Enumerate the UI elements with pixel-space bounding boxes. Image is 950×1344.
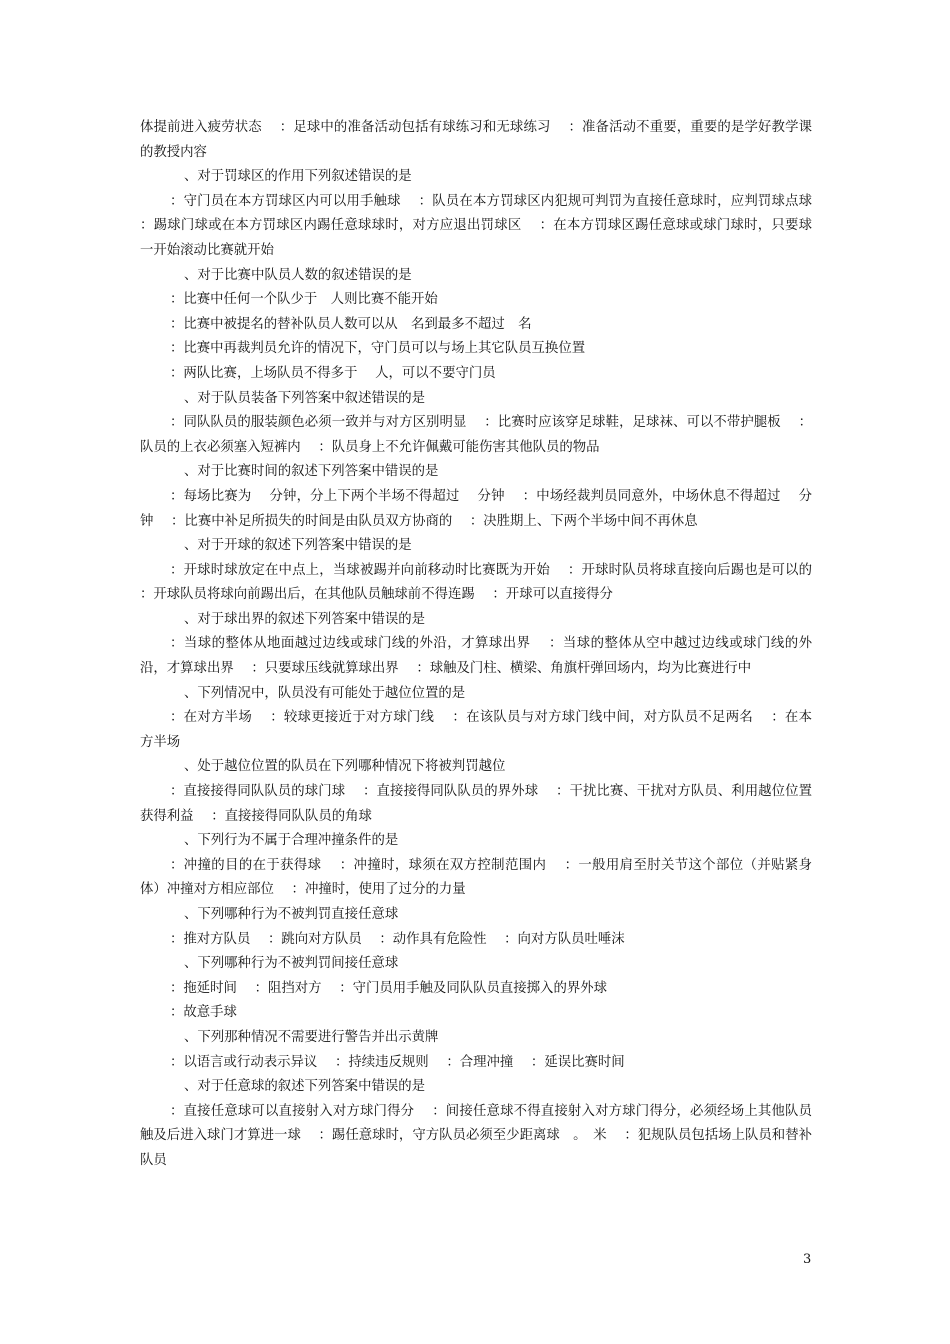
answer-options: ：直接任意球可以直接射入对方球门得分 ：间接任意球不得直接射入对方球门得分，必须经场上其他队员触及后进入球门才算进一球 ：踢任意球时，守方队员必须至少距离球 。 米 ：犯规队员包括场上队员和替补队员	[140, 1103, 812, 1168]
question: 、处于越位位置的队员在下列哪种情况下将被判罚越位	[184, 759, 506, 775]
answer-option: ：比赛中被提名的替补队员人数可以从 名到最多不超过 名	[170, 316, 532, 332]
question: 、下列行为不属于合理冲撞条件的是	[184, 833, 399, 849]
question: 、对于任意球的叙述下列答案中错误的是	[184, 1079, 426, 1095]
question: 、下列哪种行为不被判罚直接任意球	[184, 907, 399, 922]
answer-option: ：两队比赛，上场队员不得多于 人，可以不要守门员	[170, 365, 496, 381]
question: 、对于罚球区的作用下列叙述错误的是	[184, 169, 412, 185]
question: 、下列那种情况不需要进行警告并出示黄牌	[184, 1029, 439, 1045]
page-number: 3	[803, 1252, 812, 1267]
answer-options: ：同队队员的服装颜色必须一致并与对方区别明显 ：比赛时应该穿足球鞋，足球袜、可以不带护腿板 ：队员的上衣必须塞入短裤内 ：队员身上不允许佩戴可能伤害其他队员的物品	[140, 415, 812, 455]
document-body	[140, 116, 830, 1174]
answer-options: ：每场比赛为 分钟，分上下两个半场不得超过 分钟 ：中场经裁判员同意外，中场休息不得超过 分钟 ：比赛中补足所损失的时间是由队员双方协商的 ：决胜期上、下两个半场中间不再休息	[140, 488, 812, 529]
paragraph: 体提前进入疲劳状态 ：足球中的准备活动包括有球练习和无球练习 ：准备活动不重要，重要的是学好教学课的教授内容	[140, 120, 812, 160]
answer-options: ：守门员在本方罚球区内可以用手触球 ：队员在本方罚球区内犯规可判罚为直接任意球时，应判罚球点球 ：踢球门球或在本方罚球区内踢任意球球时，对方应退出罚球区 ：在本方罚球区踢任意球或球门球时，只要球一开始滚动比赛就开始	[140, 193, 830, 258]
answer-options: ：推对方队员 ：跳向对方队员 ：动作具有危险性 ：向对方队员吐唾沫	[170, 931, 625, 947]
answer-options: ：拖延时间 ：阻挡对方 ：守门员用手触及同队队员直接掷入的界外球	[170, 980, 608, 996]
question: 、下列哪种行为不被判罚间接任意球	[184, 956, 399, 972]
question: 、下列情况中，队员没有可能处于越位位置的是	[184, 685, 466, 701]
answer-options: ：在对方半场 ：较球更接近于对方球门线 ：在该队员与对方球门线中间，对方队员不足两名 ：在本方半场	[140, 710, 812, 750]
answer-option: ：比赛中任何一个队少于 人则比赛不能开始	[170, 292, 438, 308]
answer-options: ：以语言或行动表示异议 ：持续违反规则 ：合理冲撞 ：延误比赛时间	[170, 1054, 625, 1070]
answer-options: ：开球时球放定在中点上，当球被踢并向前移动时比赛既为开始 ：开球时队员将球直接向后踢也是可以的 ：开球队员将球向前踢出后，在其他队员触球前不得连踢 ：开球可以直接得分	[140, 562, 830, 603]
answer-options: ：冲撞的目的在于获得球 ：冲撞时，球须在双方控制范围内 ：一般用肩至肘关节这个部位（并贴紧身体）冲撞对方相应部位 ：冲撞时，使用了过分的力量	[140, 857, 812, 898]
answer-options: ：当球的整体从地面越过边线或球门线的外沿，才算球出界 ：当球的整体从空中越过边线或球门线的外沿，才算球出界 ：只要球压线就算球出界 ：球触及门柱、横梁、角旗杆弹回场内，均为比赛进行中	[140, 636, 812, 677]
answer-options: ：直接接得同队队员的球门球 ：直接接得同队队员的界外球 ：干扰比赛、干扰对方队员、利用越位位置获得利益 ：直接接得同队队员的角球	[140, 784, 812, 824]
answer-option: ：故意手球	[170, 1005, 237, 1021]
question: 、对于比赛中队员人数的叙述错误的是	[184, 267, 412, 283]
question: 、对于开球的叙述下列答案中错误的是	[184, 538, 412, 554]
question: 、对于队员装备下列答案中叙述错误的是	[184, 390, 426, 406]
answer-option: ：比赛中再裁判员允许的情况下，守门员可以与场上其它队员互换位置	[170, 341, 586, 357]
question: 、对于球出界的叙述下列答案中错误的是	[184, 611, 426, 627]
question: 、对于比赛时间的叙述下列答案中错误的是	[184, 464, 439, 480]
